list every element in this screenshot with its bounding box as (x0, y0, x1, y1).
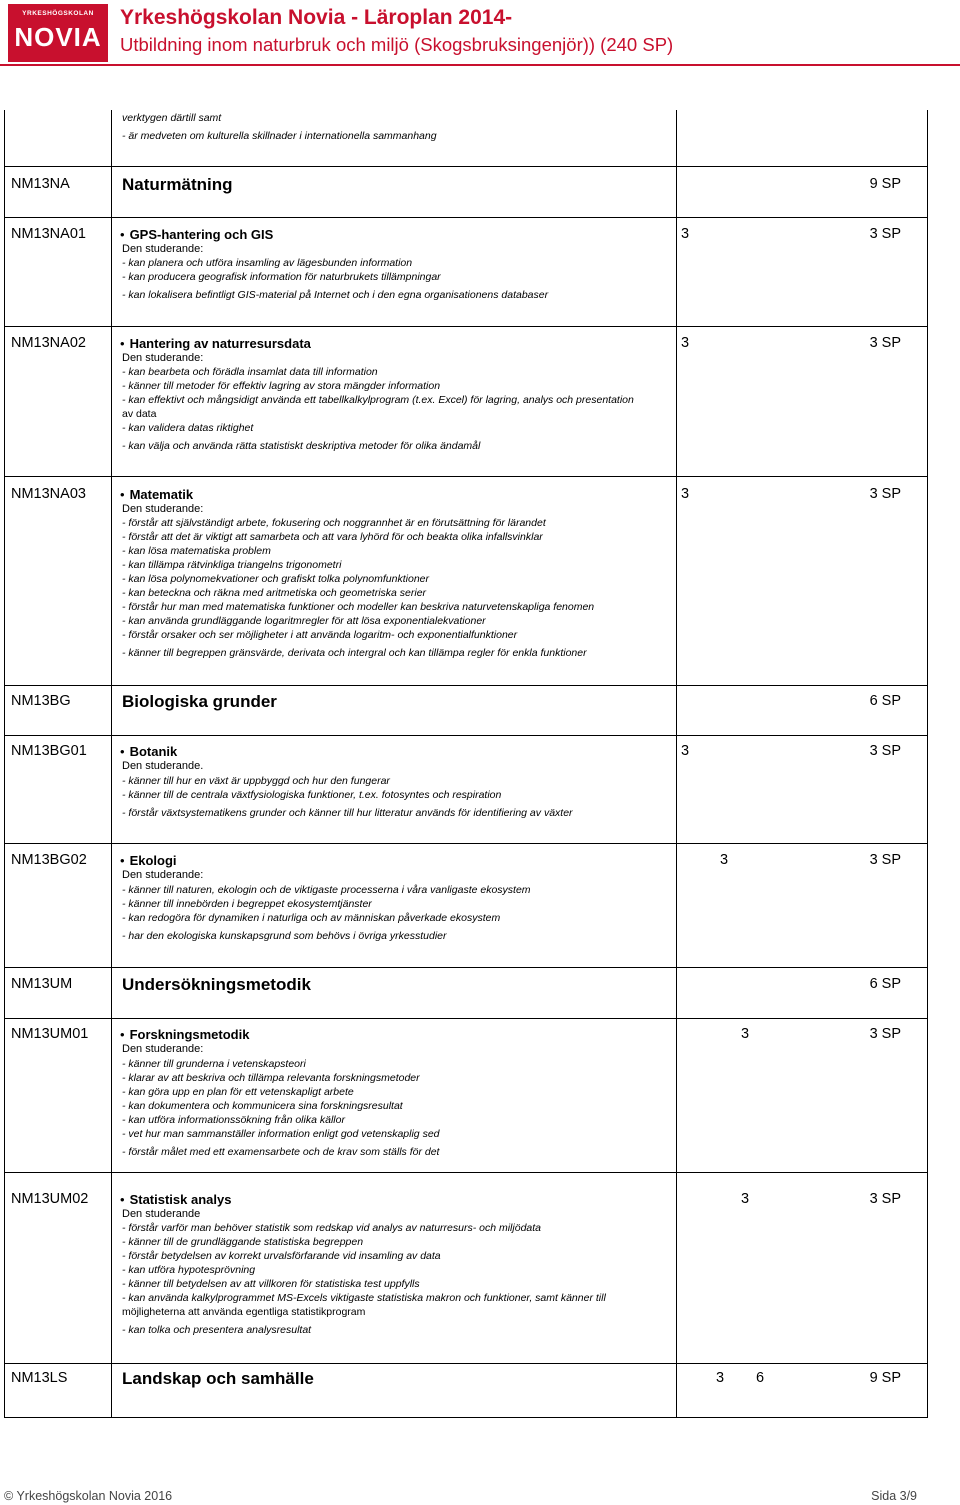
course-code: NM13NA03 (11, 486, 86, 502)
curriculum-table (4, 110, 928, 1418)
course-code: NM13UM (11, 976, 73, 992)
row-divider (4, 166, 928, 167)
objective-line: - kan lokalisera befintligt GIS-material på Internet och i den egna organisationens databaser (122, 289, 549, 301)
objective-line: - kan utföra hypotesprövning (122, 1264, 256, 1276)
course-code: NM13BG02 (11, 852, 87, 868)
course-code: NM13UM01 (11, 1026, 89, 1042)
objective-line: - förstår att det är viktigt att samarbeta och att vara lyhörd för och beakta olika infallsvinklar (122, 531, 543, 543)
course-title: • GPS-hantering och GIS (120, 227, 273, 242)
logo-small-text: YRKESHÖGSKOLAN (22, 10, 94, 17)
footer-copyright: © Yrkeshögskolan Novia 2016 (4, 1489, 173, 1503)
row-divider (4, 735, 928, 736)
course-title: • Botanik (120, 744, 177, 759)
objective-line: - känner till de grundläggande statistiska begreppen (122, 1236, 364, 1248)
objective-line: - kan utföra informationssökning från olika källor (122, 1114, 345, 1126)
document-title: Yrkeshögskolan Novia - Läroplan 2014- (120, 6, 513, 29)
objectives-list (122, 256, 548, 302)
objective-line: - kan effektivt och mångsidigt använda ett tabellkalkylprogram (t.ex. Excel) för lagring, analys och presentation (122, 394, 634, 406)
objective-line: - kan bearbeta och förädla insamlat data till information (122, 366, 378, 378)
objective-line: - känner till grunderna i vetenskapsteori (122, 1058, 306, 1070)
objective-line: - kan validera datas riktighet (122, 422, 254, 434)
objectives-list (122, 516, 594, 660)
course-title: Landskap och samhälle (122, 1369, 314, 1388)
course-title: • Hantering av naturresursdata (120, 336, 311, 351)
objective-line: - känner till innebörden i begreppet ekosystemtjänster (122, 898, 372, 910)
objective-line: - vet hur man sammanställer information enligt god vetenskaplig sed (122, 1128, 440, 1140)
objective-line: - förstår att självständigt arbete, fokusering och noggrannhet är en förutsättning för lärandet (122, 517, 546, 529)
objective-line: - är medveten om kulturella skillnader i internationella sammanhang (122, 130, 437, 142)
objectives-intro: Den studerande. (122, 760, 204, 772)
row-divider (4, 1363, 928, 1364)
course-code: NM13NA01 (11, 226, 86, 242)
objective-line: - kan planera och utföra insamling av lägesbunden information (122, 257, 413, 269)
course-title: • Statistisk analys (120, 1192, 231, 1207)
credit-points: 3 SP (869, 852, 901, 868)
objectives-list (122, 1221, 606, 1337)
credit-points: 3 SP (869, 335, 901, 351)
objective-line: - förstår betydelsen av korrekt urvalsförfarande vid insamling av data (122, 1250, 441, 1262)
credit-points: 6 SP (869, 693, 901, 709)
credit-number: 3 (681, 486, 690, 502)
credit-points: 3 SP (869, 743, 901, 759)
credit-points: 9 SP (869, 1370, 901, 1386)
table-column-divider (111, 110, 112, 1418)
objective-line: - förstår orsaker och ser möjligheter i att använda logaritm- och exponentialfunktioner (122, 629, 518, 641)
credit-points: 3 SP (869, 226, 901, 242)
row-divider (4, 967, 928, 968)
row-divider (4, 685, 928, 686)
objective-line: - känner till hur en växt är uppbyggd och hur den fungerar (122, 775, 390, 787)
objectives-intro: Den studerande: (122, 352, 204, 364)
objective-line: - kan tillämpa rätvinkliga triangelns trigonometri (122, 559, 342, 571)
objective-line: av data (122, 408, 157, 420)
credit-number: 3 (720, 852, 729, 868)
objective-line: - kan välja och använda rätta statistiskt deskriptiva metoder för olika ändamål (122, 440, 481, 452)
credit-number: 6 (756, 1370, 765, 1386)
course-code: NM13BG01 (11, 743, 87, 759)
credit-points: 3 SP (869, 1191, 901, 1207)
course-title: • Forskningsmetodik (120, 1027, 249, 1042)
course-title: Undersökningsmetodik (122, 975, 311, 994)
objective-line: - kan lösa matematiska problem (122, 545, 271, 557)
row-divider (4, 326, 928, 327)
objectives-list (122, 365, 634, 453)
table-border-right (927, 110, 928, 1418)
page-header (0, 0, 960, 66)
objective-line: - känner till de centrala växtfysiologiska funktioner, t.ex. fotosyntes och respiration (122, 789, 502, 801)
credit-points: 9 SP (869, 176, 901, 192)
objective-line: - känner till naturen, ekologin och de viktigaste processerna i våra vanligaste ekosystem (122, 884, 531, 896)
row-divider (4, 843, 928, 844)
objectives-list (122, 774, 573, 820)
document-subtitle: Utbildning inom naturbruk och miljö (Skogsbruksingenjör)) (240 SP) (120, 34, 674, 55)
header-divider (0, 64, 960, 66)
credit-number: 3 (681, 335, 690, 351)
course-code: NM13BG (11, 693, 71, 709)
objectives-intro: Den studerande: (122, 503, 204, 515)
row-divider (4, 1018, 928, 1019)
credit-points: 3 SP (869, 486, 901, 502)
novia-logo (8, 4, 108, 62)
credit-number: 3 (681, 226, 690, 242)
table-border-bottom (4, 1417, 928, 1418)
row-divider (4, 1172, 928, 1173)
objective-line: - känner till betydelsen av att villkoren för statistiska test uppfylls (122, 1278, 420, 1290)
credit-points: 3 SP (869, 1026, 901, 1042)
objective-line: - kan dokumentera och kommunicera sina forskningsresultat (122, 1100, 403, 1112)
table-column-divider (676, 110, 677, 1418)
row-divider (4, 217, 928, 218)
course-code: NM13LS (11, 1370, 68, 1386)
objective-line: verktygen därtill samt (122, 112, 222, 124)
logo-big-text: NOVIA (14, 22, 102, 52)
course-code: NM13NA (11, 176, 70, 192)
objective-line: - kan producera geografisk information för naturbrukets tillämpningar (122, 271, 441, 283)
course-title: • Ekologi (120, 853, 177, 868)
course-title: Biologiska grunder (122, 692, 277, 711)
objective-line: - kan tolka och presentera analysresultat (122, 1324, 312, 1336)
course-title: • Matematik (120, 487, 193, 502)
course-title: Naturmätning (122, 175, 233, 194)
credit-points: 6 SP (869, 976, 901, 992)
objectives-intro: Den studerande (122, 1208, 201, 1220)
course-code: NM13NA02 (11, 335, 86, 351)
objectives-list (122, 883, 531, 943)
objective-line: - kan redogöra för dynamiken i naturliga och av människan påverkade ekosystem (122, 912, 501, 924)
credit-number: 3 (681, 743, 690, 759)
objective-line: - kan beteckna och räkna med aritmetiska och geometriska serier (122, 587, 427, 599)
objectives-intro: Den studerande: (122, 1043, 204, 1055)
objective-line: - förstår varför man behöver statistik som redskap vid analys av naturresurs- och miljödata (122, 1222, 542, 1234)
objective-line: - har den ekologiska kunskapsgrund som behövs i övriga yrkesstudier (122, 930, 447, 942)
objectives-list (122, 1057, 440, 1159)
objectives-intro: Den studerande: (122, 869, 204, 881)
credit-number: 3 (741, 1026, 750, 1042)
row-divider (4, 476, 928, 477)
credit-number: 3 (741, 1191, 750, 1207)
objective-line: - känner till metoder för effektiv lagring av stora mängder information (122, 380, 441, 392)
objective-line: - förstår målet med ett examensarbete och de krav som ställs för det (122, 1146, 440, 1158)
continued-objectives (122, 111, 437, 143)
objective-line: - klarar av att beskriva och tillämpa relevanta forskningsmetoder (122, 1072, 420, 1084)
objective-line: möjligheterna att använda egentliga statistikprogram (122, 1306, 366, 1318)
objective-line: - känner till begreppen gränsvärde, derivata och intergral och kan tillämpa regler för enkla funktioner (122, 647, 587, 659)
footer-page-number: Sida 3/9 (871, 1489, 917, 1503)
objective-line: - förstår växtsystematikens grunder och känner till hur litteratur används för identifiering av växter (122, 807, 573, 819)
objectives-intro: Den studerande: (122, 243, 204, 255)
objective-line: - förstår hur man med matematiska funktioner och modeller kan beskriva naturvetenskapliga fenomen (122, 601, 595, 613)
course-code: NM13UM02 (11, 1191, 89, 1207)
objective-line: - kan använda kalkylprogrammet MS-Excels viktigaste statistiska makron och funktioner, samt känner till (122, 1292, 606, 1304)
objective-line: - kan använda grundläggande logaritmregler för att lösa exponentialekvationer (122, 615, 486, 627)
objective-line: - kan lösa polynomekvationer och grafiskt tolka polynomfunktioner (122, 573, 429, 585)
credit-number: 3 (716, 1370, 725, 1386)
objective-line: - kan göra upp en plan för ett vetenskapligt arbete (122, 1086, 354, 1098)
table-border-left (4, 110, 5, 1418)
